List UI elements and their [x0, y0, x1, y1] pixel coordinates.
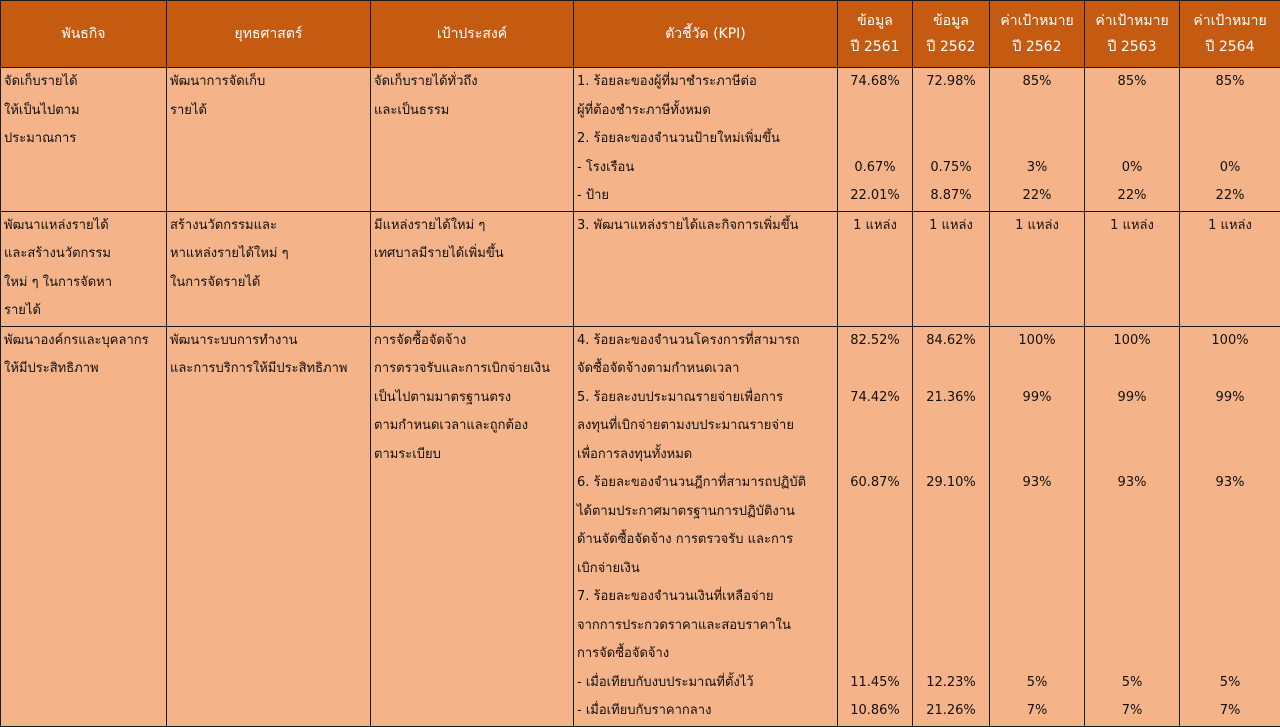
header-kpi: ตัวชี้วัด (KPI) [574, 1, 838, 68]
cell-line [916, 640, 986, 669]
cell-line: 4. ร้อยละของจำนวนโครงการที่สามารถ [577, 327, 834, 356]
cell-line: 99% [993, 384, 1081, 413]
cell-line: 99% [1088, 384, 1176, 413]
cell-line: - เมื่อเทียบกับงบประมาณที่ตั้งไว้ [577, 669, 834, 698]
cell-target2562 [990, 68, 1085, 212]
cell-target2564 [1180, 326, 1280, 726]
cell-line [1183, 412, 1277, 441]
header-target-2563 [1085, 1, 1180, 68]
cell-line [1088, 441, 1176, 470]
cell-kpi [574, 68, 838, 212]
cell-line [916, 555, 986, 584]
header-target-2564 [1180, 1, 1280, 68]
cell-line [1088, 97, 1176, 126]
cell-line [841, 125, 909, 154]
cell-line: เทศบาลมีรายได้เพิ่มขึ้น [374, 240, 570, 269]
header-line: ค่าเป้าหมาย [1182, 8, 1278, 34]
cell-target2564 [1180, 68, 1280, 212]
header-line: ข้อมูล [840, 8, 910, 34]
cell-data2562 [913, 326, 990, 726]
header-line: ปี 2564 [1182, 34, 1278, 60]
cell-strategy [167, 326, 371, 726]
cell-line: 12.23% [916, 669, 986, 698]
cell-line: 1 แหล่ง [916, 212, 986, 241]
cell-line: ลงทุนที่เบิกจ่ายตามงบประมาณรายจ่าย [577, 412, 834, 441]
cell-line: 5% [1183, 669, 1277, 698]
cell-line [916, 125, 986, 154]
cell-line [1183, 526, 1277, 555]
cell-line: 99% [1183, 384, 1277, 413]
cell-line: 85% [1088, 68, 1176, 97]
cell-line: และเป็นธรรม [374, 97, 570, 126]
cell-line [1183, 125, 1277, 154]
cell-line: ผู้ที่ต้องชำระภาษีทั้งหมด [577, 97, 834, 126]
cell-line: 85% [1183, 68, 1277, 97]
cell-line: มีแหล่งรายได้ใหม่ ๆ [374, 212, 570, 241]
cell-data2562 [913, 211, 990, 326]
cell-line: 10.86% [841, 697, 909, 726]
cell-line: 7% [1183, 697, 1277, 726]
cell-data2561 [838, 68, 913, 212]
cell-line: 100% [1088, 327, 1176, 356]
cell-line: 3% [993, 154, 1081, 183]
cell-line: รายได้ [4, 297, 163, 326]
cell-line [1088, 526, 1176, 555]
cell-line [993, 97, 1081, 126]
cell-line: การตรวจรับและการเบิกจ่ายเงิน [374, 355, 570, 384]
header-line: ค่าเป้าหมาย [992, 8, 1082, 34]
cell-line [841, 583, 909, 612]
cell-line: 8.87% [916, 182, 986, 211]
header-line: ปี 2563 [1087, 34, 1177, 60]
cell-line: 82.52% [841, 327, 909, 356]
cell-line: 3. พัฒนาแหล่งรายได้และกิจการเพิ่มขึ้น [577, 212, 834, 241]
cell-line: - เมื่อเทียบกับราคากลาง [577, 697, 834, 726]
cell-line [1088, 412, 1176, 441]
cell-line [916, 612, 986, 641]
cell-line [916, 526, 986, 555]
cell-line: พัฒนาองค์กรและบุคลากร [4, 327, 163, 356]
cell-data2561 [838, 326, 913, 726]
cell-line: ตามกำหนดเวลาและถูกต้อง [374, 412, 570, 441]
header-strategy: ยุทธศาสตร์ [167, 1, 371, 68]
table-row [1, 326, 1280, 726]
cell-line: 93% [993, 469, 1081, 498]
cell-line: 60.87% [841, 469, 909, 498]
cell-line: 1. ร้อยละของผู้ที่มาชำระภาษีต่อ [577, 68, 834, 97]
cell-line: 93% [1088, 469, 1176, 498]
header-line: ข้อมูล [915, 8, 987, 34]
cell-line: 29.10% [916, 469, 986, 498]
cell-line: พัฒนาแหล่งรายได้ [4, 212, 163, 241]
header-line: ค่าเป้าหมาย [1087, 8, 1177, 34]
cell-line [993, 526, 1081, 555]
cell-line [993, 583, 1081, 612]
cell-line: จัดเก็บรายได้ทั่วถึง [374, 68, 570, 97]
cell-line: และการบริการให้มีประสิทธิภาพ [170, 355, 367, 384]
cell-line [993, 441, 1081, 470]
cell-line [841, 355, 909, 384]
cell-line: 21.36% [916, 384, 986, 413]
cell-line: 74.42% [841, 384, 909, 413]
cell-line [993, 498, 1081, 527]
cell-line: เบิกจ่ายเงิน [577, 555, 834, 584]
cell-line: 7. ร้อยละของจำนวนเงินที่เหลือจ่าย [577, 583, 834, 612]
cell-line [1183, 583, 1277, 612]
cell-objective [371, 68, 574, 212]
cell-line [841, 498, 909, 527]
cell-line: ด้านจัดซื้อจัดจ้าง การตรวจรับ และการ [577, 526, 834, 555]
cell-mission [1, 326, 167, 726]
cell-line [1088, 555, 1176, 584]
cell-target2562 [990, 326, 1085, 726]
cell-line: พัฒนาระบบการทำงาน [170, 327, 367, 356]
cell-line [841, 97, 909, 126]
cell-line [1183, 97, 1277, 126]
cell-line [1183, 441, 1277, 470]
cell-line [916, 441, 986, 470]
cell-line: และสร้างนวัตกรรม [4, 240, 163, 269]
cell-line [1088, 640, 1176, 669]
cell-line: 72.98% [916, 68, 986, 97]
cell-line: 22% [1183, 182, 1277, 211]
cell-line [916, 97, 986, 126]
cell-line: 2. ร้อยละของจำนวนป้ายใหม่เพิ่มขึ้น [577, 125, 834, 154]
cell-line: รายได้ [170, 97, 367, 126]
cell-line: - โรงเรือน [577, 154, 834, 183]
cell-line [993, 555, 1081, 584]
cell-line: หาแหล่งรายได้ใหม่ ๆ [170, 240, 367, 269]
cell-line [993, 355, 1081, 384]
cell-line: ได้ตามประกาศมาตรฐานการปฏิบัติงาน [577, 498, 834, 527]
cell-line: 22% [993, 182, 1081, 211]
cell-target2563 [1085, 211, 1180, 326]
cell-line [916, 412, 986, 441]
header-mission: พันธกิจ [1, 1, 167, 68]
cell-data2561 [838, 211, 913, 326]
cell-line: 5% [993, 669, 1081, 698]
cell-line: 7% [993, 697, 1081, 726]
cell-line: จากการประกวดราคาและสอบราคาใน [577, 612, 834, 641]
cell-line: 1 แหล่ง [993, 212, 1081, 241]
header-target-2562 [990, 1, 1085, 68]
cell-line: 6. ร้อยละของจำนวนฎีกาที่สามารถปฏิบัติ [577, 469, 834, 498]
cell-line [916, 355, 986, 384]
header-line: ปี 2561 [840, 34, 910, 60]
cell-line: 100% [1183, 327, 1277, 356]
cell-line [916, 498, 986, 527]
header-data-2561 [838, 1, 913, 68]
cell-line [841, 612, 909, 641]
cell-line [1183, 498, 1277, 527]
cell-line: พัฒนาการจัดเก็บ [170, 68, 367, 97]
cell-line [1088, 583, 1176, 612]
cell-line: 7% [1088, 697, 1176, 726]
cell-line: 74.68% [841, 68, 909, 97]
cell-line: 22.01% [841, 182, 909, 211]
cell-line: 0.67% [841, 154, 909, 183]
header-line: ปี 2562 [915, 34, 987, 60]
cell-line [1088, 125, 1176, 154]
cell-target2563 [1085, 326, 1180, 726]
cell-line: 5% [1088, 669, 1176, 698]
cell-line: 1 แหล่ง [841, 212, 909, 241]
cell-line: 21.26% [916, 697, 986, 726]
cell-line: ให้มีประสิทธิภาพ [4, 355, 163, 384]
cell-line: 85% [993, 68, 1081, 97]
header-objective: เป้าประสงค์ [371, 1, 574, 68]
cell-line: จัดเก็บรายได้ [4, 68, 163, 97]
cell-line: 0% [1183, 154, 1277, 183]
cell-line: ในการจัดรายได้ [170, 269, 367, 298]
cell-line: ใหม่ ๆ ในการจัดหา [4, 269, 163, 298]
cell-line: 11.45% [841, 669, 909, 698]
cell-line: - ป้าย [577, 182, 834, 211]
cell-line: ตามระเบียบ [374, 441, 570, 470]
cell-line: ให้เป็นไปตาม [4, 97, 163, 126]
cell-strategy [167, 68, 371, 212]
cell-line: 22% [1088, 182, 1176, 211]
cell-line: 1 แหล่ง [1088, 212, 1176, 241]
cell-objective [371, 326, 574, 726]
cell-line [993, 612, 1081, 641]
cell-line [1088, 612, 1176, 641]
cell-line: 0% [1088, 154, 1176, 183]
cell-line [841, 555, 909, 584]
header-line: ปี 2562 [992, 34, 1082, 60]
cell-target2562 [990, 211, 1085, 326]
table-row [1, 211, 1280, 326]
cell-line [1183, 640, 1277, 669]
cell-line [993, 640, 1081, 669]
cell-line [1183, 355, 1277, 384]
cell-kpi [574, 211, 838, 326]
cell-line: 0.75% [916, 154, 986, 183]
cell-line: จัดซื้อจัดจ้างตามกำหนดเวลา [577, 355, 834, 384]
cell-line [1183, 555, 1277, 584]
cell-line: การจัดซื้อจัดจ้าง [374, 327, 570, 356]
cell-line [993, 125, 1081, 154]
cell-objective [371, 211, 574, 326]
cell-data2562 [913, 68, 990, 212]
cell-line: ประมาณการ [4, 125, 163, 154]
cell-line [841, 526, 909, 555]
cell-mission [1, 68, 167, 212]
cell-line [1088, 498, 1176, 527]
cell-line: การจัดซื้อจัดจ้าง [577, 640, 834, 669]
cell-line: 100% [993, 327, 1081, 356]
cell-line: เป็นไปตามมาตรฐานตรง [374, 384, 570, 413]
cell-line [841, 412, 909, 441]
cell-line: 93% [1183, 469, 1277, 498]
cell-line [1088, 355, 1176, 384]
cell-target2564 [1180, 211, 1280, 326]
cell-kpi [574, 326, 838, 726]
header-row [1, 1, 1280, 68]
cell-line: เพื่อการลงทุนทั้งหมด [577, 441, 834, 470]
cell-line [841, 441, 909, 470]
cell-line [993, 412, 1081, 441]
cell-line: สร้างนวัตกรรมและ [170, 212, 367, 241]
table-row [1, 68, 1280, 212]
cell-line: 84.62% [916, 327, 986, 356]
cell-strategy [167, 211, 371, 326]
cell-mission [1, 211, 167, 326]
cell-line: 5. ร้อยละงบประมาณรายจ่ายเพื่อการ [577, 384, 834, 413]
cell-line: 1 แหล่ง [1183, 212, 1277, 241]
cell-line [841, 640, 909, 669]
cell-line [1183, 612, 1277, 641]
cell-target2563 [1085, 68, 1180, 212]
cell-line [916, 583, 986, 612]
header-data-2562 [913, 1, 990, 68]
